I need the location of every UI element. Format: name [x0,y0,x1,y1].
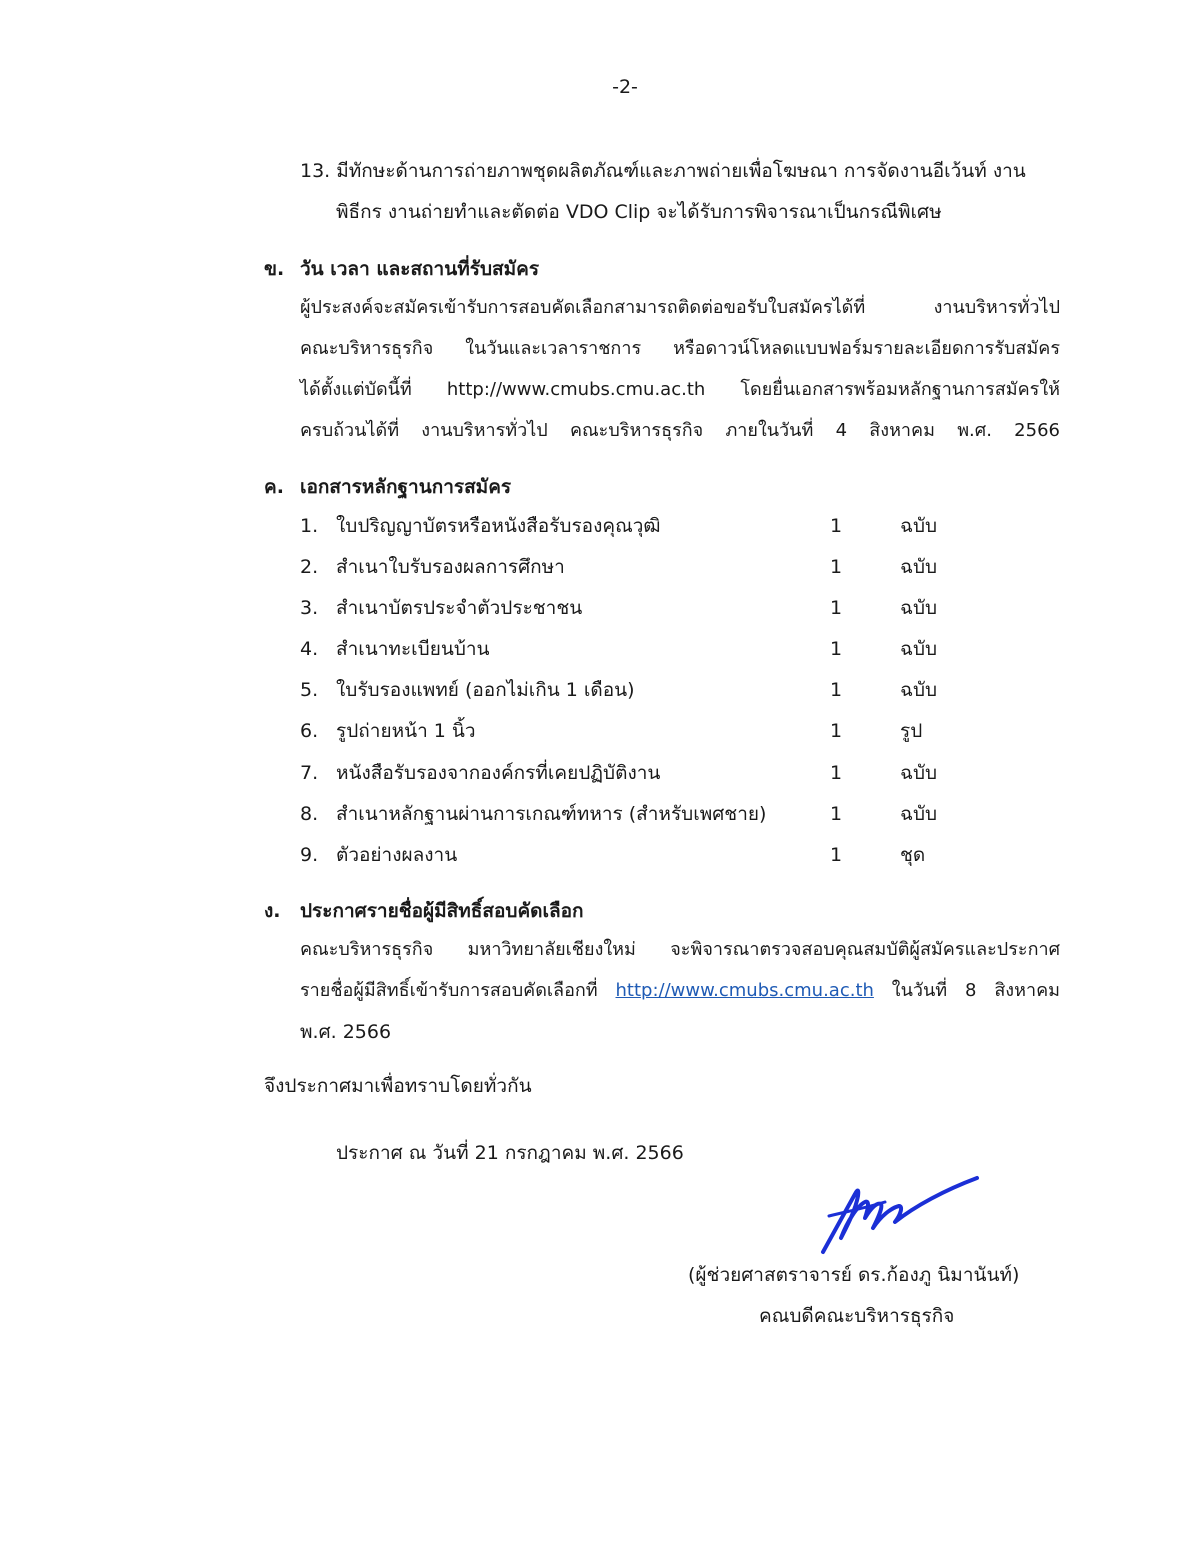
document-item-number: 9. [300,844,319,866]
page-number: -2- [612,76,638,98]
document-item-name: สำเนาใบรับรองผลการศึกษา [336,556,565,578]
section-kho-heading [264,254,864,284]
document-item-number: 5. [300,679,319,701]
document-item [300,595,1000,625]
section-kho-line-1: ผู้ประสงค์จะสมัครเข้ารับการสอบคัดเลือกสามารถติดต่อขอรับใบสมัครได้ที่ งานบริหารทั่วไป [300,297,1060,318]
document-item [300,760,1000,790]
document-item-quantity: 1 [830,556,843,578]
document-item-number: 7. [300,762,319,784]
section-kho-khwai-title: เอกสารหลักฐานการสมัคร [300,476,512,498]
document-item [300,842,1000,872]
document-item-number: 8. [300,803,319,825]
section-ngo-heading [264,896,864,926]
document-item-number: 4. [300,638,319,660]
item-13-line-2: พิธีกร งานถ่ายทำและตัดต่อ VDO Clip จะได้รับการพิจารณาเป็นกรณีพิเศษ [336,201,942,223]
section-kho-title: วัน เวลา และสถานที่รับสมัคร [300,258,540,280]
document-item-number: 3. [300,597,319,619]
document-item [300,801,1000,831]
document-item [300,718,1000,748]
section-ngo-line-1: คณะบริหารธุรกิจ มหาวิทยาลัยเชียงใหม่ จะพิจารณาตรวจสอบคุณสมบัติผู้สมัครและประกาศ [300,939,1060,960]
document-item-number: 1. [300,515,319,537]
document-item-quantity: 1 [830,515,843,537]
section-kho-line-4: ครบถ้วนได้ที่ งานบริหารทั่วไป คณะบริหารธุรกิจ ภายในวันที่ 4 สิงหาคม พ.ศ. 2566 [300,420,1060,441]
document-item-name: ใบปริญญาบัตรหรือหนังสือรับรองคุณวุฒิ [336,515,661,537]
document-item-unit: รูป [900,720,923,742]
document-item-unit: ฉบับ [900,638,938,660]
document-item-unit: ฉบับ [900,679,938,701]
document-item-name: หนังสือรับรองจากองค์กรที่เคยปฏิบัติงาน [336,762,661,784]
section-kho-label: ข. [264,258,285,280]
document-item-unit: ฉบับ [900,556,938,578]
document-item-number: 2. [300,556,319,578]
document-item-name: ตัวอย่างผลงาน [336,844,458,866]
document-item-name: สำเนาบัตรประจำตัวประชาชน [336,597,583,619]
section-ngo-line-3: พ.ศ. 2566 [300,1021,392,1043]
item-13-line-1: 13. มีทักษะด้านการถ่ายภาพชุดผลิตภัณฑ์และภาพถ่ายเพื่อโฆษณา การจัดงานอีเว้นท์ งาน [300,160,1026,182]
document-item [300,513,1000,543]
section-ngo-label: ง. [264,900,281,922]
document-item [300,554,1000,584]
document-item-unit: ฉบับ [900,762,938,784]
document-item-name: สำเนาหลักฐานผ่านการเกณฑ์ทหาร (สำหรับเพศชาย) [336,803,767,825]
section-kho-khwai-heading [264,472,864,502]
document-item-quantity: 1 [830,679,843,701]
signatory-name: (ผู้ช่วยศาสตราจารย์ ดร.ก้องภู นิมานันท์) [688,1264,1020,1286]
document-item-name: รูปถ่ายหน้า 1 นิ้ว [336,720,476,742]
document-item-quantity: 1 [830,803,843,825]
document-item-number: 6. [300,720,319,742]
section-ngo-title: ประกาศรายชื่อผู้มีสิทธิ์สอบคัดเลือก [300,900,584,922]
announcement-date: ประกาศ ณ วันที่ 21 กรกฎาคม พ.ศ. 2566 [336,1142,684,1164]
section-kho-line-3: ได้ตั้งแต่บัดนี้ที่ http://www.cmubs.cmu.ac.th โดยยื่นเอกสารพร้อมหลักฐานการสมัครให้ [300,379,1060,400]
signatory-position: คณบดีคณะบริหารธุรกิจ [759,1305,955,1327]
document-item-name: สำเนาทะเบียนบ้าน [336,638,490,660]
document-item [300,636,1000,666]
handwritten-signature [815,1172,985,1262]
cmubs-website-link[interactable]: http://www.cmubs.cmu.ac.th [615,980,874,1001]
document-item-quantity: 1 [830,638,843,660]
section-ngo-line-2 [300,978,1060,1008]
section-kho-line-2: คณะบริหารธุรกิจ ในวันและเวลาราชการ หรือดาวน์โหลดแบบฟอร์มรายละเอียดการรับสมัคร [300,338,1060,359]
document-item-unit: ฉบับ [900,515,938,537]
document-item-unit: ชุด [900,844,926,866]
document-item-quantity: 1 [830,762,843,784]
document-item-unit: ฉบับ [900,597,938,619]
document-item [300,677,1000,707]
section-ngo-line-2-end: ในวันที่ 8 สิงหาคม [873,980,1060,1001]
section-ngo-line-2-start: รายชื่อผู้มีสิทธิ์เข้ารับการสอบคัดเลือกที่ [300,980,616,1001]
document-item-unit: ฉบับ [900,803,938,825]
closing-statement: จึงประกาศมาเพื่อทราบโดยทั่วกัน [264,1075,532,1097]
section-kho-khwai-label: ค. [264,476,284,498]
document-item-quantity: 1 [830,597,843,619]
document-item-quantity: 1 [830,844,843,866]
document-item-name: ใบรับรองแพทย์ (ออกไม่เกิน 1 เดือน) [336,679,635,701]
document-item-quantity: 1 [830,720,843,742]
